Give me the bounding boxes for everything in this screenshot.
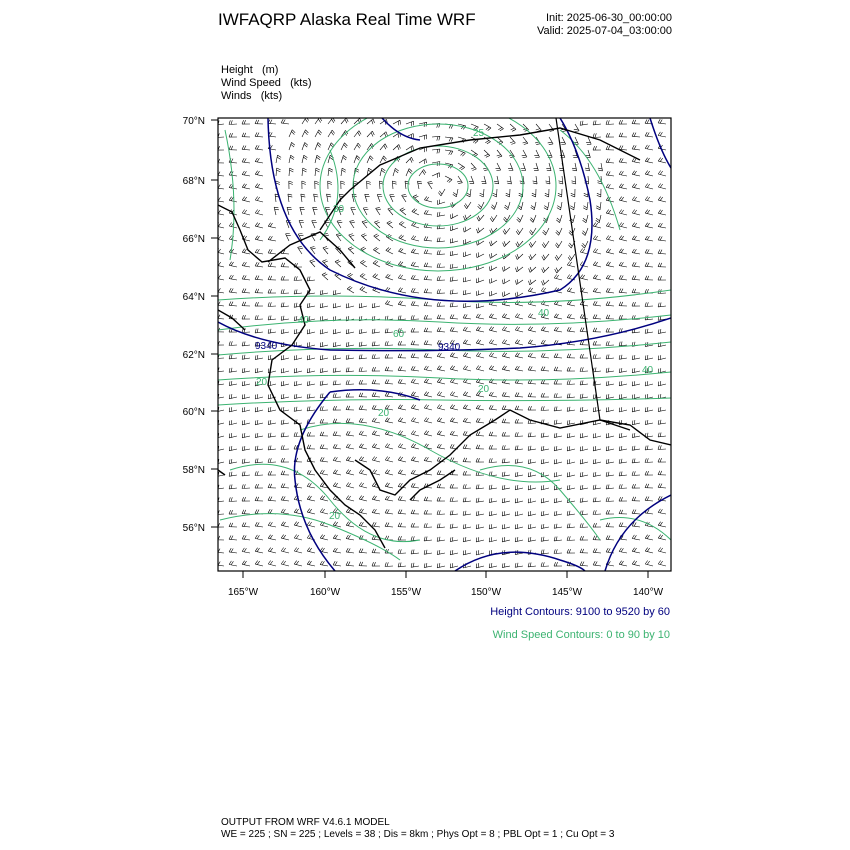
coastline	[218, 128, 671, 548]
lon-axis	[228, 571, 664, 598]
speed-contour-label: 30	[333, 204, 345, 215]
lon-tick-label: 150°W	[470, 587, 502, 598]
lat-tick-label: 64°N	[182, 292, 205, 303]
speed-contour-label: 20	[256, 377, 268, 388]
lat-tick-label: 62°N	[182, 350, 205, 361]
lon-tick-label: 145°W	[551, 587, 583, 598]
height-contours-legend: Height Contours: 9100 to 9520 by 60	[490, 606, 670, 618]
valid-time: Valid: 2025-07-04_03:00:00	[537, 25, 672, 37]
speed-contour-label: 40	[642, 365, 654, 376]
init-time: Init: 2025-06-30_00:00:00	[546, 12, 672, 24]
field-label-winds: Winds (kts)	[221, 90, 283, 102]
height-contour-label: 9340	[438, 342, 461, 353]
lat-tick-label: 66°N	[182, 234, 205, 245]
speed-contour-label: 40	[538, 308, 550, 319]
lat-tick-label: 70°N	[182, 116, 205, 127]
field-label-wind-speed: Wind Speed (kts)	[221, 77, 312, 89]
speed-contour-label: 25	[473, 128, 485, 139]
height-contour-label: 9340	[255, 341, 278, 352]
lon-tick-label: 155°W	[390, 587, 422, 598]
chart-title: IWFAQRP Alaska Real Time WRF	[218, 10, 476, 29]
speed-contour-label: 60	[393, 329, 405, 340]
speed-contour-label: 20	[329, 511, 341, 522]
lon-tick-label: 140°W	[632, 587, 664, 598]
lat-tick-label: 60°N	[182, 407, 205, 418]
lat-axis	[183, 116, 218, 534]
lat-tick-label: 58°N	[182, 465, 205, 476]
model-info-line2: WE = 225 ; SN = 225 ; Levels = 38 ; Dis = 8km ; Phys Opt = 8 ; PBL Opt = 1 ; Cu Opt = 3	[221, 829, 615, 840]
speed-contour-label: 20	[378, 408, 390, 419]
lon-tick-label: 165°W	[227, 587, 259, 598]
wind-speed-contours	[218, 101, 671, 560]
wind-speed-contours-legend: Wind Speed Contours: 0 to 90 by 10	[492, 629, 670, 641]
model-info-line1: OUTPUT FROM WRF V4.6.1 MODEL	[221, 817, 390, 828]
lat-tick-label: 68°N	[182, 176, 205, 187]
speed-contour-label: 20	[478, 384, 490, 395]
lon-tick-label: 160°W	[309, 587, 341, 598]
speed-contour-label: 40	[298, 315, 310, 326]
lat-tick-label: 56°N	[182, 523, 205, 534]
field-label-height: Height (m)	[221, 64, 279, 76]
